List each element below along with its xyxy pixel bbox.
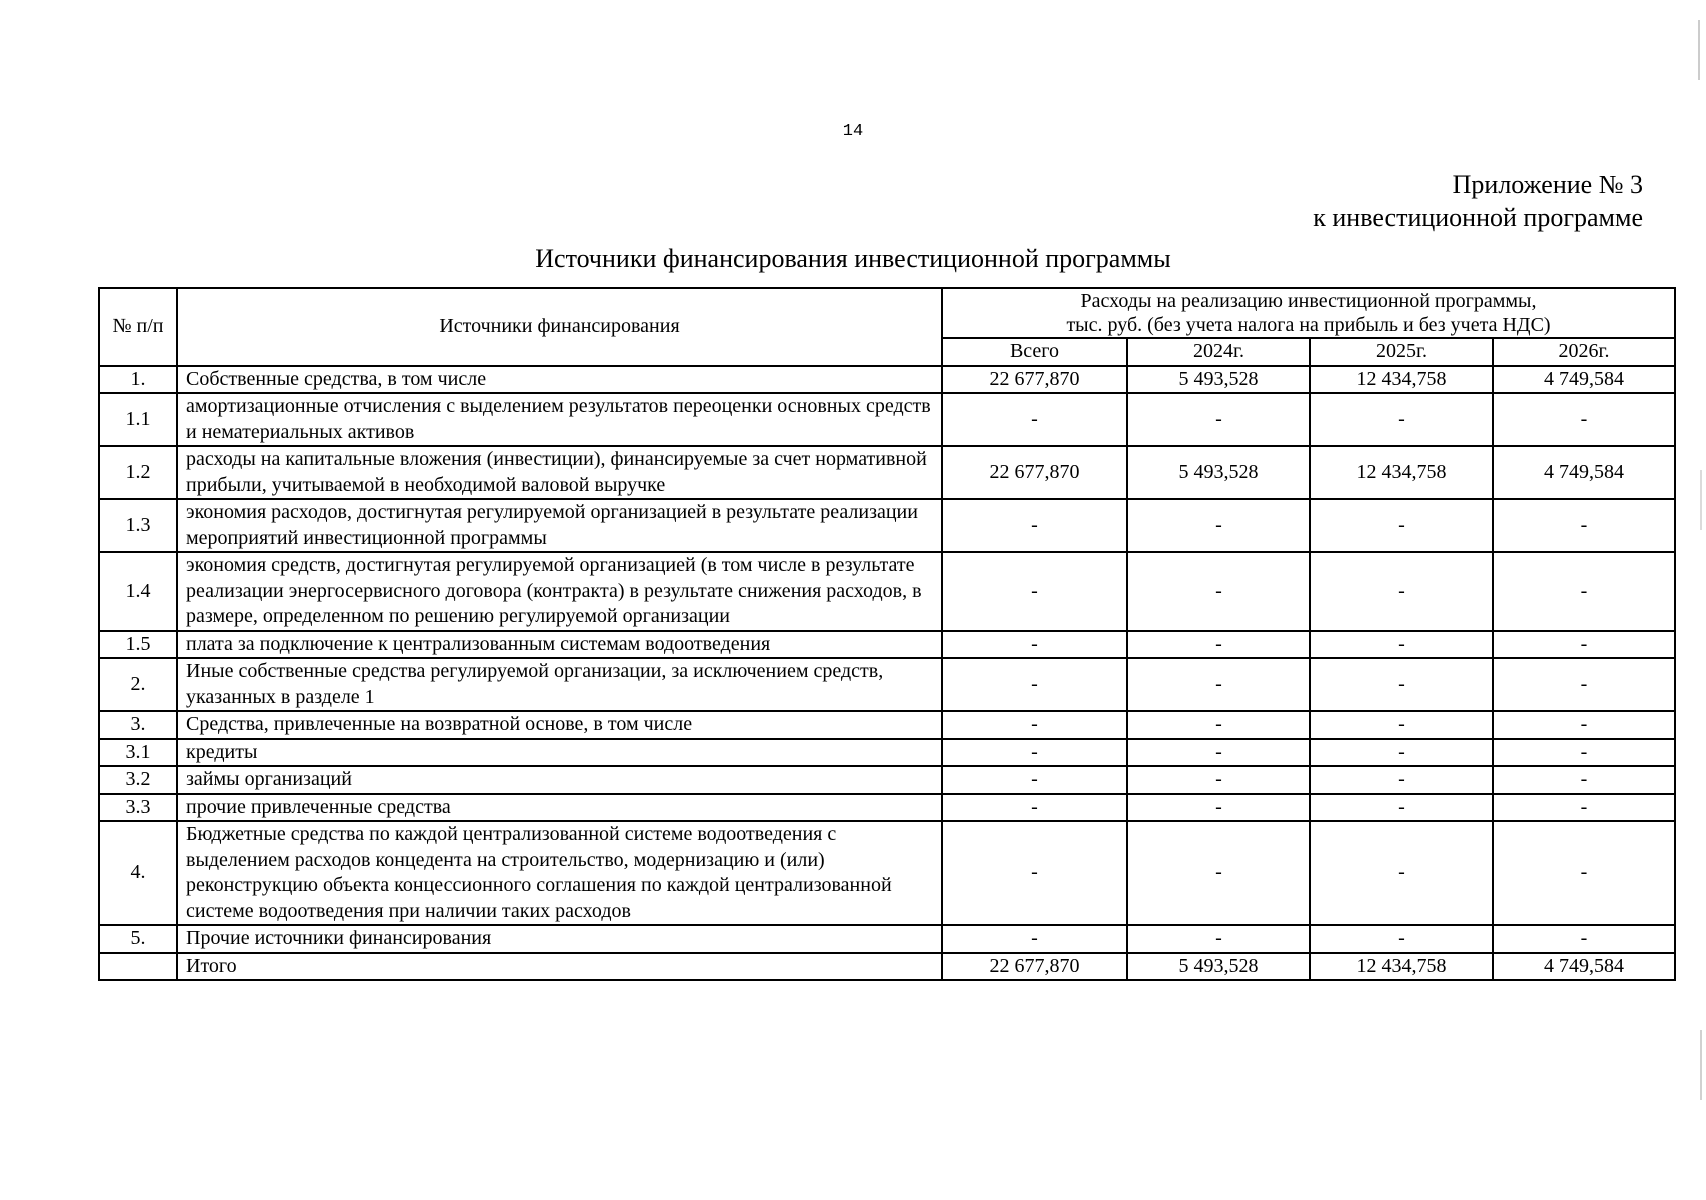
- row-2025: -: [1310, 631, 1493, 659]
- row-2026: -: [1493, 552, 1675, 631]
- scan-edge-mark: [1698, 20, 1700, 80]
- row-total: -: [942, 711, 1127, 739]
- row-2025: 12 434,758: [1310, 953, 1493, 981]
- row-2026: -: [1493, 631, 1675, 659]
- row-2025: -: [1310, 739, 1493, 767]
- row-number: 3.2: [99, 766, 177, 794]
- row-2024: -: [1127, 393, 1310, 446]
- row-2025: -: [1310, 925, 1493, 953]
- row-source: займы организаций: [177, 766, 942, 794]
- row-source: Иные собственные средства регулируемой организации, за исключением средств, указанных в разделе 1: [177, 658, 942, 711]
- row-2024: -: [1127, 499, 1310, 552]
- table-row: [99, 794, 1675, 822]
- table-body: [99, 366, 1675, 981]
- table-row: [99, 631, 1675, 659]
- row-number: 4.: [99, 821, 177, 925]
- row-2024: -: [1127, 925, 1310, 953]
- row-2024: -: [1127, 766, 1310, 794]
- header-num: № п/п: [99, 288, 177, 366]
- row-number: 3.: [99, 711, 177, 739]
- table-row: [99, 766, 1675, 794]
- row-2025: -: [1310, 499, 1493, 552]
- row-2025: -: [1310, 766, 1493, 794]
- scan-edge-mark: [1700, 470, 1702, 530]
- row-total: -: [942, 658, 1127, 711]
- table-row: [99, 739, 1675, 767]
- row-source: амортизационные отчисления с выделением результатов переоценки основных средств и нематериальных активов: [177, 393, 942, 446]
- header-expenses-line-1: Расходы на реализацию инвестиционной программы,: [1080, 290, 1537, 312]
- row-2024: -: [1127, 658, 1310, 711]
- table-row: [99, 499, 1675, 552]
- row-2025: 12 434,758: [1310, 366, 1493, 394]
- document-title: Источники финансирования инвестиционной программы: [535, 244, 1171, 273]
- row-2026: 4 749,584: [1493, 366, 1675, 394]
- header-expenses: [942, 288, 1675, 338]
- row-total: -: [942, 794, 1127, 822]
- row-2026: -: [1493, 499, 1675, 552]
- row-2026: 4 749,584: [1493, 446, 1675, 499]
- row-source: Прочие источники финансирования: [177, 925, 942, 953]
- row-number: 1.4: [99, 552, 177, 631]
- appendix-line-2: к инвестиционной программе: [1313, 203, 1643, 232]
- row-source: прочие привлеченные средства: [177, 794, 942, 822]
- appendix-caption: [1313, 168, 1643, 234]
- row-total: -: [942, 552, 1127, 631]
- row-2024: 5 493,528: [1127, 366, 1310, 394]
- table-row: [99, 658, 1675, 711]
- header-2024: 2024г.: [1127, 338, 1310, 366]
- row-2025: -: [1310, 393, 1493, 446]
- row-2024: -: [1127, 552, 1310, 631]
- financing-table: [98, 287, 1676, 981]
- row-2024: -: [1127, 821, 1310, 925]
- row-number: 3.3: [99, 794, 177, 822]
- scan-edge-mark: [1700, 1030, 1702, 1100]
- table-row: [99, 366, 1675, 394]
- row-2026: -: [1493, 739, 1675, 767]
- page-number: 14: [842, 122, 864, 141]
- row-total: 22 677,870: [942, 446, 1127, 499]
- row-2026: -: [1493, 794, 1675, 822]
- row-2025: -: [1310, 658, 1493, 711]
- header-row-1: [99, 288, 1675, 338]
- table-row: [99, 552, 1675, 631]
- row-number: 1.2: [99, 446, 177, 499]
- row-2024: -: [1127, 739, 1310, 767]
- table-row: [99, 953, 1675, 981]
- header-2025: 2025г.: [1310, 338, 1493, 366]
- row-number: 1.5: [99, 631, 177, 659]
- row-source: Бюджетные средства по каждой централизованной системе водоотведения с выделением расходов концедента на строительство, модернизацию и (или) реконструкцию объекта концессионного соглашения по каждой централизованной системе водоотведения при наличии таких расходов: [177, 821, 942, 925]
- row-source: расходы на капитальные вложения (инвестиции), финансируемые за счет нормативной прибыли, учитываемой в необходимой валовой выручке: [177, 446, 942, 499]
- row-2024: 5 493,528: [1127, 446, 1310, 499]
- row-2024: -: [1127, 711, 1310, 739]
- row-2025: -: [1310, 552, 1493, 631]
- row-2024: 5 493,528: [1127, 953, 1310, 981]
- row-source: Средства, привлеченные на возвратной основе, в том числе: [177, 711, 942, 739]
- row-2026: -: [1493, 925, 1675, 953]
- row-number: 1.3: [99, 499, 177, 552]
- row-number: 1.: [99, 366, 177, 394]
- row-total: -: [942, 821, 1127, 925]
- row-total: -: [942, 499, 1127, 552]
- table-row: [99, 711, 1675, 739]
- row-source: кредиты: [177, 739, 942, 767]
- row-number: 3.1: [99, 739, 177, 767]
- row-total: -: [942, 393, 1127, 446]
- row-2024: -: [1127, 794, 1310, 822]
- row-source: экономия расходов, достигнутая регулируемой организацией в результате реализации мероприятий инвестиционной программы: [177, 499, 942, 552]
- row-total: 22 677,870: [942, 366, 1127, 394]
- row-2025: -: [1310, 821, 1493, 925]
- row-number: [99, 953, 177, 981]
- row-2026: -: [1493, 766, 1675, 794]
- header-2026: 2026г.: [1493, 338, 1675, 366]
- table-row: [99, 393, 1675, 446]
- row-source: Итого: [177, 953, 942, 981]
- row-total: -: [942, 631, 1127, 659]
- row-2025: -: [1310, 794, 1493, 822]
- row-2026: 4 749,584: [1493, 953, 1675, 981]
- row-2026: -: [1493, 711, 1675, 739]
- row-2026: -: [1493, 393, 1675, 446]
- row-source: Собственные средства, в том числе: [177, 366, 942, 394]
- row-total: -: [942, 766, 1127, 794]
- row-source: плата за подключение к централизованным системам водоотведения: [177, 631, 942, 659]
- header-source: Источники финансирования: [177, 288, 942, 366]
- header-total: Всего: [942, 338, 1127, 366]
- table-row: [99, 925, 1675, 953]
- row-total: -: [942, 739, 1127, 767]
- table-row: [99, 821, 1675, 925]
- row-2025: -: [1310, 711, 1493, 739]
- row-number: 2.: [99, 658, 177, 711]
- row-2024: -: [1127, 631, 1310, 659]
- row-2025: 12 434,758: [1310, 446, 1493, 499]
- row-2026: -: [1493, 821, 1675, 925]
- row-number: 5.: [99, 925, 177, 953]
- row-2026: -: [1493, 658, 1675, 711]
- row-source: экономия средств, достигнутая регулируемой организацией (в том числе в результате реализации энергосервисного договора (контракта) в результате снижения расходов, в размере, определенном по решению регулируемой организации: [177, 552, 942, 631]
- table-row: [99, 446, 1675, 499]
- header-expenses-line-2: тыс. руб. (без учета налога на прибыль и без учета НДС): [1066, 314, 1551, 336]
- appendix-line-1: Приложение № 3: [1452, 170, 1643, 199]
- row-total: -: [942, 925, 1127, 953]
- row-number: 1.1: [99, 393, 177, 446]
- row-total: 22 677,870: [942, 953, 1127, 981]
